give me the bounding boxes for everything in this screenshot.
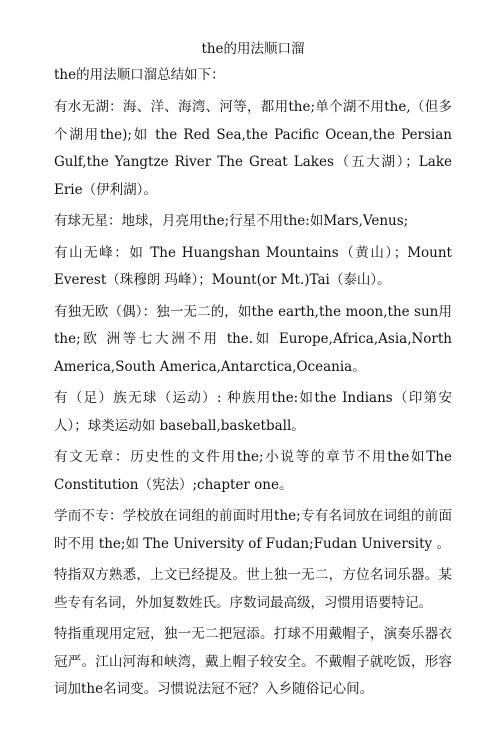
document-intro: the的用法顺口溜总结如下： (54, 67, 225, 83)
paragraph-mountain-no-peak: 有山无峰：如 The Huangshan Mountains（黄山）；Mount Everest（珠穆朗 玛峰）；Mount(or Mt.)Tai（泰山）。 (54, 244, 452, 288)
document-title: the的用法顺口溜 (201, 41, 305, 57)
paragraph-water-no-lake: 有水无湖：海、洋、海湾、河等，都用the;单个湖不用the,（但多个湖用the);如 the Red Sea,the Pacific Ocean,the Persian Gulf,the Yangtze River The Great Lakes（五大湖）；Lake Erie（伊利湖）。 (54, 99, 452, 198)
paragraph-unique-no-continent: 有独无欧（偶）：独一无二的，如the earth,the moon,the sun用the;欧 洲等七大洲不用 the.如 Europe,Africa,Asia,North America,South America,Antarctica,Oceania。 (54, 303, 452, 375)
paragraph-race-no-ball: 有（足）族无球（运动）: 种族用the:如the Indians（印第安人）；球类运动如 baseball,basketball。 (54, 390, 452, 434)
paragraph-specific-reference: 特指双方熟悉，上文已经提及。世上独一无二，方位名词乐器。某些专有名词，外加复数姓氏。序数词最高级，习惯用语要特记。 (54, 567, 452, 611)
paragraph-school-name: 学而不专：学校放在词组的前面时用the;专有名词放在词组的前面时不用 the;如 The University of Fudan;Fudan University 。 (54, 508, 452, 552)
paragraph-document-no-chapter: 有文无章：历史性的文件用the;小说等的章节不用the如The Constitution（宪法）;chapter one。 (54, 449, 452, 493)
paragraph-definite-article-rhyme: 特指重现用定冠，独一无二把冠添。打球不用戴帽子，演奏乐器衣冠严。江山河海和峡湾，戴上帽子较安全。不戴帽子就吃饭，形容词加the名词变。习惯说法冠不冠？入乡随俗记心间。 (54, 626, 452, 697)
paragraph-ball-no-star: 有球无星：地球，月亮用the;行星不用the:如Mars,Venus; (54, 213, 409, 229)
